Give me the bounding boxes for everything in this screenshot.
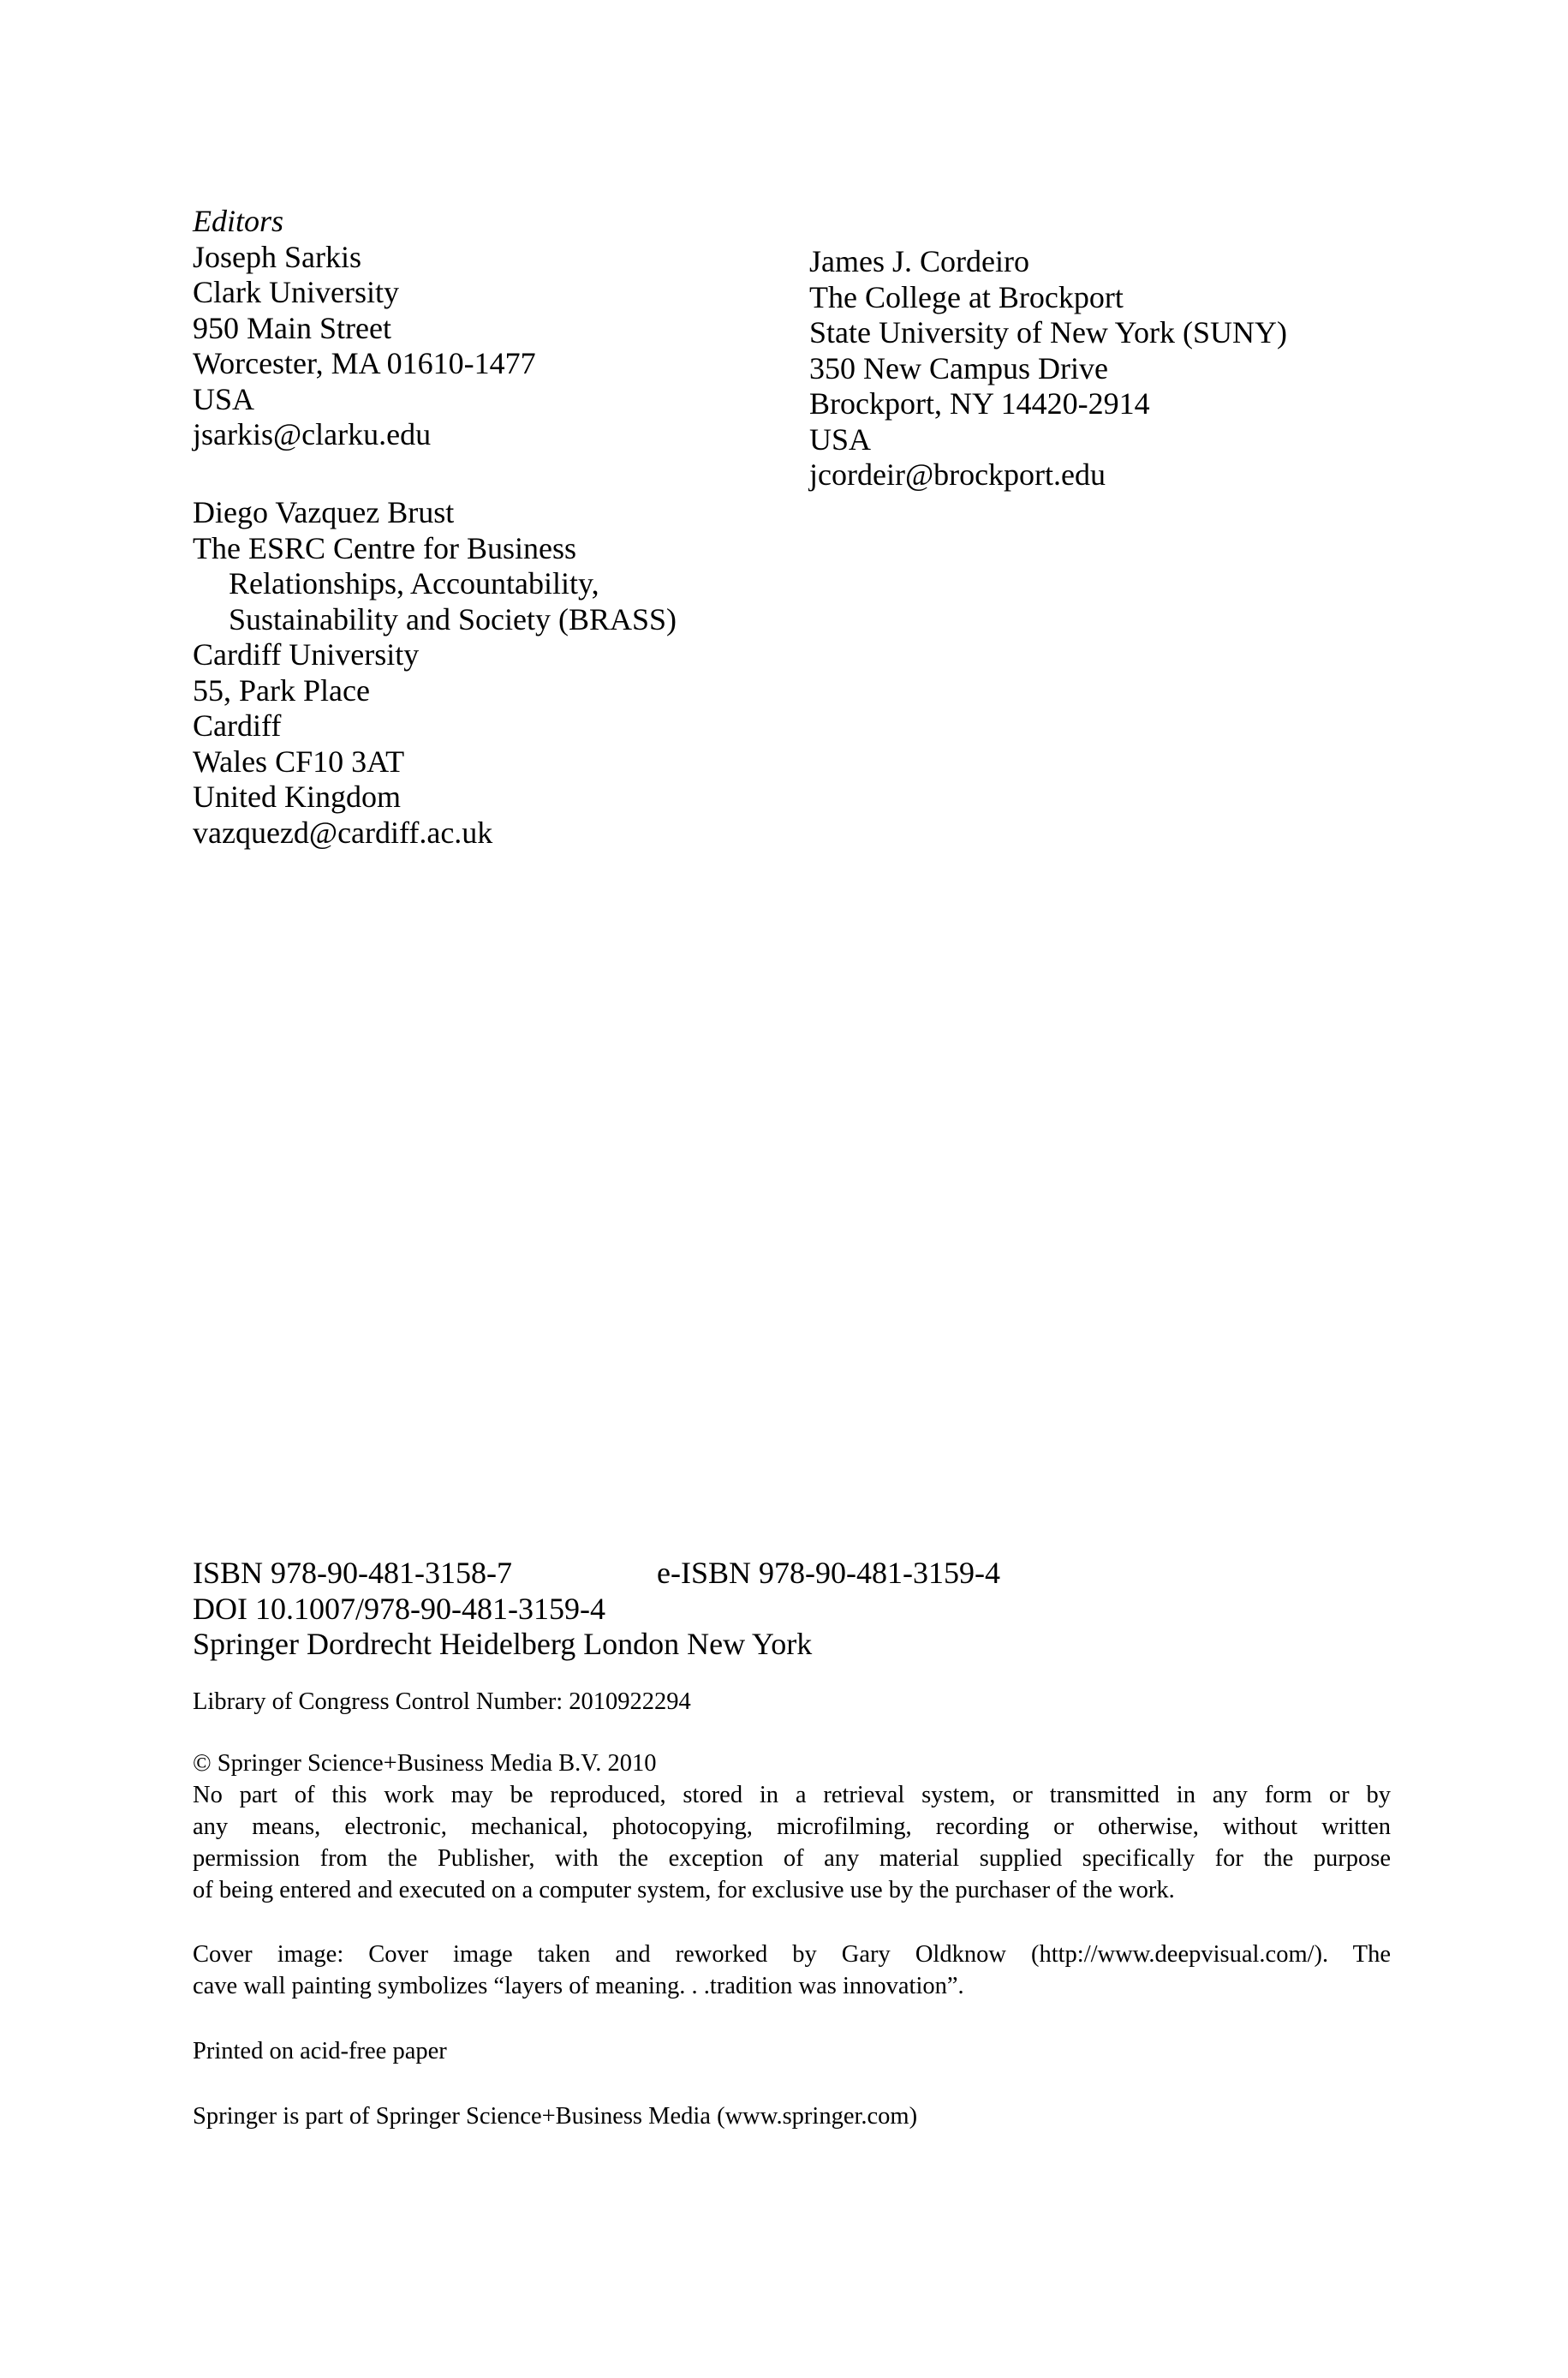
cover-credit-line: cave wall painting symbolizes “layers of meaning. . .tradition was innovation”. — [193, 1973, 964, 1999]
editor-city: Cardiff — [193, 708, 282, 743]
copyright-holder: © Springer Science+Business Media B.V. 2010 — [193, 1750, 657, 1777]
e-isbn: e-ISBN 978-90-481-3159-4 — [657, 1556, 1000, 1590]
editor-region: Wales CF10 3AT — [193, 744, 405, 779]
editor-city: Worcester, MA 01610-1477 — [193, 346, 536, 380]
printed-on-text: Printed on acid-free paper — [193, 2038, 447, 2064]
editor-country: United Kingdom — [193, 780, 401, 814]
editor-affiliation: The College at Brockport — [809, 279, 1124, 314]
springer-note — [193, 2100, 917, 2132]
editor-university: Cardiff University — [193, 637, 420, 672]
cover-credit-line: Cover image: Cover image taken and reworked by Gary Oldknow (http://www.deepvisual.com/). The — [193, 1941, 1391, 1968]
editor-affiliation-continued: Relationships, Accountability, — [229, 566, 599, 600]
editor-email: vazquezd@cardiff.ac.uk — [193, 815, 493, 850]
isbn-block — [193, 1556, 1392, 1663]
copyright-text-line: of being entered and executed on a computer system, for exclusive use by the purchaser of the work. — [193, 1877, 1175, 1903]
loc-control-number — [193, 1686, 691, 1718]
editors-label: Editors — [193, 204, 284, 238]
editor-country: USA — [193, 381, 255, 416]
editor-affiliation: The ESRC Centre for Business — [193, 530, 576, 565]
editor-sarkis-address — [193, 204, 536, 453]
cover-image-credit — [193, 1939, 1391, 2002]
editor-email: jcordeir@brockport.edu — [809, 457, 1106, 492]
editor-street: 350 New Campus Drive — [809, 350, 1108, 385]
editor-street: 55, Park Place — [193, 672, 370, 708]
editor-street: 950 Main Street — [193, 310, 391, 345]
editor-affiliation-continued: Sustainability and Society (BRASS) — [229, 601, 677, 636]
editor-email: jsarkis@clarku.edu — [193, 417, 432, 451]
editor-cordeiro-address — [809, 244, 1287, 493]
isbn-row — [193, 1556, 1392, 1592]
copyright-text-line: permission from the Publisher, with the exception of any material supplied specifically for the purpose — [193, 1845, 1391, 1872]
copyright-text-line: No part of this work may be reproduced, stored in a retrieval system, or transmitted in any form or by — [193, 1782, 1391, 1808]
editor-name: Joseph Sarkis — [193, 239, 361, 274]
doi: DOI 10.1007/978-90-481-3159-4 — [193, 1591, 605, 1626]
springer-part-of-text: Springer is part of Springer Science+Business Media (www.springer.com) — [193, 2103, 918, 2130]
isbn: ISBN 978-90-481-3158-7 — [193, 1556, 512, 1590]
editor-brust-address — [193, 495, 677, 851]
copyright-text-line: any means, electronic, mechanical, photocopying, microfilming, recording or otherwise, without written — [193, 1813, 1391, 1840]
printed-on-note — [193, 2035, 447, 2067]
copyright-notice — [193, 1748, 1391, 1906]
editor-name: Diego Vazquez Brust — [193, 495, 455, 529]
editor-name: James J. Cordeiro — [809, 244, 1029, 278]
loc-number-text: Library of Congress Control Number: 2010922294 — [193, 1688, 691, 1715]
editor-country: USA — [809, 421, 872, 457]
editor-affiliation: Clark University — [193, 275, 399, 309]
publisher-locations: Springer Dordrecht Heidelberg London New York — [193, 1627, 813, 1661]
editor-affiliation: State University of New York (SUNY) — [809, 315, 1287, 350]
editor-city: Brockport, NY 14420-2914 — [809, 386, 1150, 421]
